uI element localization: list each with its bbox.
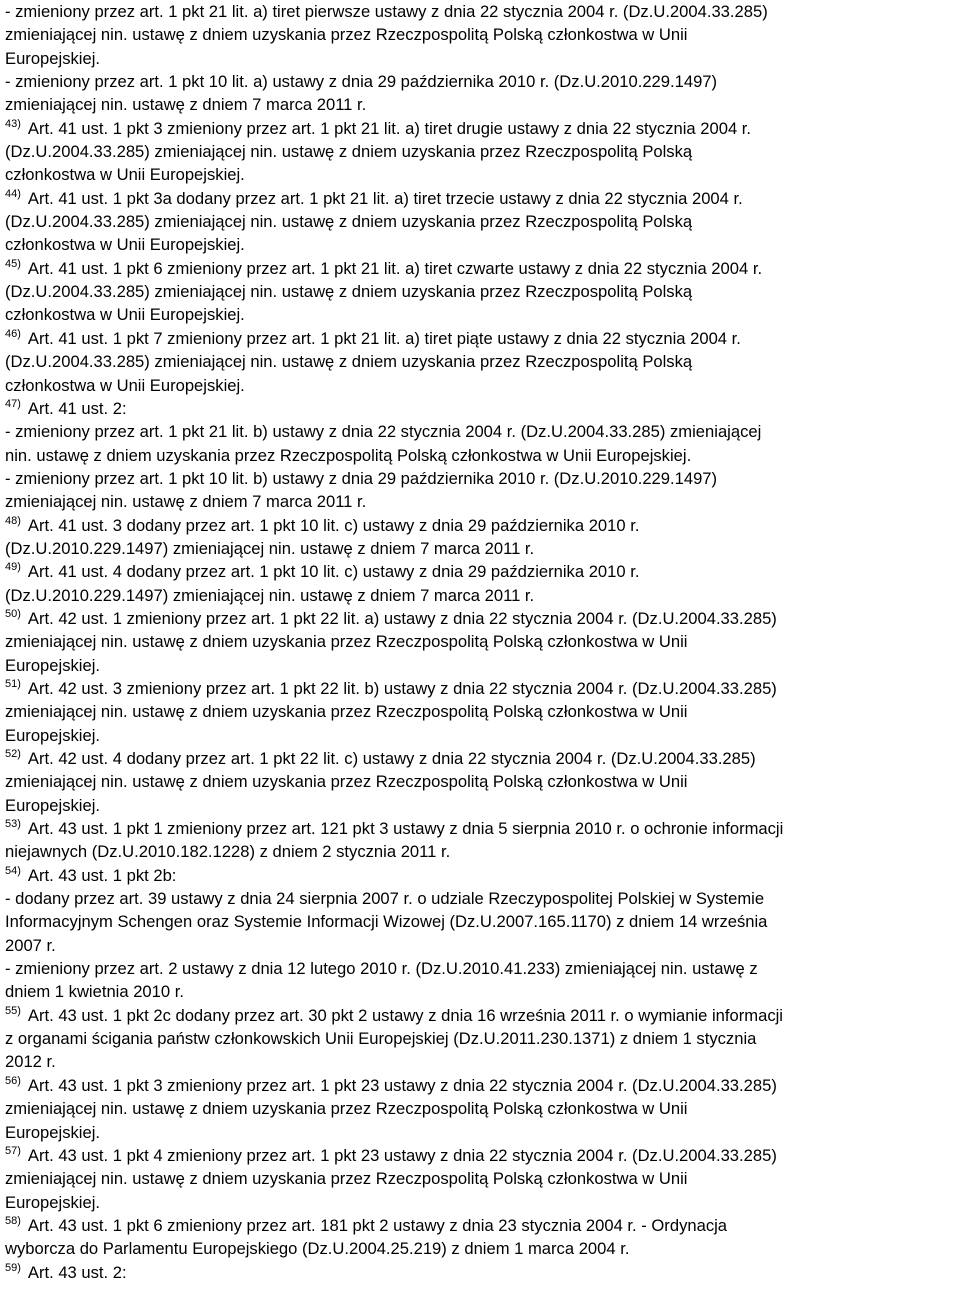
line-text: Europejskiej. — [5, 795, 101, 815]
text-line — [5, 187, 957, 210]
line-text: Europejskiej. — [5, 725, 101, 745]
footnote-number: 45) — [5, 257, 21, 270]
text-line — [5, 1167, 957, 1190]
text-line — [5, 980, 957, 1003]
line-text: Art. 41 ust. 1 pkt 7 zmieniony przez art. 1 pkt 21 lit. a) tiret piąte ustawy z dnia 22 stycznia 2004 r. — [27, 328, 741, 348]
text-line — [5, 607, 957, 630]
text-line — [5, 700, 957, 723]
text-line — [5, 887, 957, 910]
text-line — [5, 1121, 957, 1144]
text-line — [5, 747, 957, 770]
text-line — [5, 70, 957, 93]
text-line — [5, 1027, 957, 1050]
footnote-number: 59) — [5, 1261, 21, 1274]
line-text: Art. 41 ust. 1 pkt 6 zmieniony przez art. 1 pkt 21 lit. a) tiret czwarte ustawy z dnia 22 stycznia 2004 r. — [27, 258, 763, 278]
footnote-number: 50) — [5, 607, 21, 620]
text-line — [5, 350, 957, 373]
text-line — [5, 817, 957, 840]
footnote-number: 49) — [5, 561, 21, 574]
line-text: Art. 43 ust. 1 pkt 2b: — [27, 865, 177, 885]
line-text: zmieniającej nin. ustawę z dniem uzyskania przez Rzeczpospolitą Polską członkostwa w Unii — [5, 772, 688, 792]
footnote-number: 48) — [5, 514, 21, 527]
text-line — [5, 1237, 957, 1260]
line-text: zmieniającej nin. ustawę z dniem uzyskania przez Rzeczpospolitą Polską członkostwa w Unii — [5, 632, 688, 652]
text-line — [5, 1144, 957, 1167]
text-line — [5, 560, 957, 583]
line-text: nin. ustawę z dniem uzyskania przez Rzeczpospolitą Polską członkostwa w Unii Europejskiej. — [5, 445, 692, 465]
line-text: zmieniającej nin. ustawę z dniem 7 marca 2011 r. — [5, 95, 367, 115]
footnote-number: 56) — [5, 1074, 21, 1087]
line-text: członkostwa w Unii Europejskiej. — [5, 165, 245, 185]
line-text: Informacyjnym Schengen oraz Systemie Informacji Wizowej (Dz.U.2007.165.1170) z dniem 14 września — [5, 912, 768, 932]
line-text: 2007 r. — [5, 935, 56, 955]
line-text: z organami ścigania państw członkowskich Unii Europejskiej (Dz.U.2011.230.1371) z dniem 1 stycznia — [5, 1029, 757, 1049]
line-text: Art. 41 ust. 1 pkt 3a dodany przez art. 1 pkt 21 lit. a) tiret trzecie ustawy z dnia 22 stycznia 2004 r. — [27, 188, 743, 208]
line-text: niejawnych (Dz.U.2010.182.1228) z dniem 2 stycznia 2011 r. — [5, 842, 451, 862]
footnote-number: 47) — [5, 397, 21, 410]
text-line — [5, 910, 957, 933]
text-line — [5, 117, 957, 140]
line-text: zmieniającej nin. ustawę z dniem uzyskania przez Rzeczpospolitą Polską członkostwa w Unii — [5, 702, 688, 722]
line-text: Art. 41 ust. 4 dodany przez art. 1 pkt 10 lit. c) ustawy z dnia 29 października 2010 r. — [27, 562, 640, 582]
line-text: członkostwa w Unii Europejskiej. — [5, 375, 245, 395]
text-line — [5, 397, 957, 420]
line-text: Europejskiej. — [5, 48, 101, 68]
text-line — [5, 840, 957, 863]
footnote-number: 46) — [5, 327, 21, 340]
footnote-text-block — [5, 0, 957, 1284]
text-line — [5, 1261, 957, 1284]
line-text: Art. 43 ust. 2: — [27, 1262, 127, 1282]
line-text: zmieniającej nin. ustawę z dniem uzyskania przez Rzeczpospolitą Polską członkostwa w Unii — [5, 1169, 688, 1189]
text-line — [5, 210, 957, 233]
line-text: Art. 43 ust. 1 pkt 1 zmieniony przez art. 121 pkt 3 ustawy z dnia 5 sierpnia 2010 r. o ochronie informacji — [27, 819, 784, 839]
line-text: Art. 43 ust. 1 pkt 2c dodany przez art. 30 pkt 2 ustawy z dnia 16 września 2011 r. o wymianie informacji — [27, 1005, 783, 1025]
footnote-number: 53) — [5, 818, 21, 831]
text-line — [5, 490, 957, 513]
text-line — [5, 1004, 957, 1027]
line-text: - zmieniony przez art. 2 ustawy z dnia 12 lutego 2010 r. (Dz.U.2010.41.233) zmieniającej nin. ustawę z — [5, 959, 758, 979]
line-text: wyborcza do Parlamentu Europejskiego (Dz.U.2004.25.219) z dniem 1 marca 2004 r. — [5, 1239, 630, 1259]
footnote-number: 52) — [5, 748, 21, 760]
footnote-number: 54) — [5, 864, 21, 877]
line-text: - zmieniony przez art. 1 pkt 21 lit. a) tiret pierwsze ustawy z dnia 22 stycznia 2004 r. (Dz.U.2004.33.285) — [5, 2, 768, 21]
line-text: Art. 41 ust. 3 dodany przez art. 1 pkt 10 lit. c) ustawy z dnia 29 października 2010 r. — [27, 515, 640, 535]
text-line — [5, 0, 957, 23]
line-text: Art. 41 ust. 1 pkt 3 zmieniony przez art. 1 pkt 21 lit. a) tiret drugie ustawy z dnia 22 stycznia 2004 r. — [27, 118, 752, 138]
text-line — [5, 1050, 957, 1073]
text-line — [5, 1074, 957, 1097]
line-text: - dodany przez art. 39 ustawy z dnia 24 sierpnia 2007 r. o udziale Rzeczypospolitej Polskiej w Systemie — [5, 889, 765, 909]
text-line — [5, 537, 957, 560]
text-line — [5, 374, 957, 397]
line-text: Art. 42 ust. 1 zmieniony przez art. 1 pkt 22 lit. a) ustawy z dnia 22 stycznia 2004 r. (Dz.U.2004.33.285) — [27, 608, 777, 628]
footnote-number: 57) — [5, 1144, 21, 1157]
text-line — [5, 47, 957, 70]
line-text: (Dz.U.2004.33.285) zmieniającej nin. ustawę z dniem uzyskania przez Rzeczpospolitą Polską — [5, 212, 693, 232]
text-line — [5, 444, 957, 467]
line-text: zmieniającej nin. ustawę z dniem uzyskania przez Rzeczpospolitą Polską członkostwa w Unii — [5, 25, 688, 45]
text-line — [5, 514, 957, 537]
text-line — [5, 677, 957, 700]
line-text: Europejskiej. — [5, 1192, 101, 1212]
text-line — [5, 1191, 957, 1214]
line-text: (Dz.U.2004.33.285) zmieniającej nin. ustawę z dniem uzyskania przez Rzeczpospolitą Polską — [5, 352, 693, 372]
footnote-number: 44) — [5, 187, 21, 200]
text-line — [5, 280, 957, 303]
line-text: Europejskiej. — [5, 1122, 101, 1142]
text-line — [5, 934, 957, 957]
text-line — [5, 864, 957, 887]
text-line — [5, 1097, 957, 1120]
line-text: (Dz.U.2010.229.1497) zmieniającej nin. ustawę z dniem 7 marca 2011 r. — [5, 538, 535, 558]
text-line — [5, 327, 957, 350]
text-line — [5, 23, 957, 46]
line-text: (Dz.U.2004.33.285) zmieniającej nin. ustawę z dniem uzyskania przez Rzeczpospolitą Polską — [5, 142, 693, 162]
footnote-number: 43) — [5, 117, 21, 130]
line-text: zmieniającej nin. ustawę z dniem 7 marca 2011 r. — [5, 492, 367, 512]
line-text: Art. 43 ust. 1 pkt 4 zmieniony przez art. 1 pkt 23 ustawy z dnia 22 stycznia 2004 r. (Dz.U.2004.33.285) — [27, 1145, 777, 1165]
line-text: - zmieniony przez art. 1 pkt 10 lit. b) ustawy z dnia 29 października 2010 r. (Dz.U.2010.229.1497) — [5, 468, 718, 488]
line-text: Art. 42 ust. 4 dodany przez art. 1 pkt 22 lit. c) ustawy z dnia 22 stycznia 2004 r. (Dz.U.2004.33.285) — [27, 749, 756, 768]
line-text: zmieniającej nin. ustawę z dniem uzyskania przez Rzeczpospolitą Polską członkostwa w Unii — [5, 1099, 688, 1119]
text-line — [5, 303, 957, 326]
line-text: 2012 r. — [5, 1052, 56, 1072]
text-line — [5, 93, 957, 116]
text-line — [5, 420, 957, 443]
line-text: Art. 43 ust. 1 pkt 6 zmieniony przez art. 181 pkt 2 ustawy z dnia 23 stycznia 2004 r. - Ordynacja — [27, 1215, 728, 1235]
text-line — [5, 770, 957, 793]
line-text: Art. 42 ust. 3 zmieniony przez art. 1 pkt 22 lit. b) ustawy z dnia 22 stycznia 2004 r. (Dz.U.2004.33.285) — [27, 678, 777, 698]
text-line — [5, 140, 957, 163]
line-text: (Dz.U.2010.229.1497) zmieniającej nin. ustawę z dniem 7 marca 2011 r. — [5, 585, 535, 605]
text-line — [5, 467, 957, 490]
text-line — [5, 1214, 957, 1237]
line-text: dniem 1 kwietnia 2010 r. — [5, 982, 184, 1002]
line-text: (Dz.U.2004.33.285) zmieniającej nin. ustawę z dniem uzyskania przez Rzeczpospolitą Polską — [5, 282, 693, 302]
text-line — [5, 163, 957, 186]
line-text: Art. 43 ust. 1 pkt 3 zmieniony przez art. 1 pkt 23 ustawy z dnia 22 stycznia 2004 r. (Dz.U.2004.33.285) — [27, 1075, 777, 1095]
line-text: Europejskiej. — [5, 655, 101, 675]
line-text: członkostwa w Unii Europejskiej. — [5, 305, 245, 325]
text-line — [5, 233, 957, 256]
footnote-number: 55) — [5, 1004, 21, 1017]
text-line — [5, 794, 957, 817]
footnote-number: 51) — [5, 677, 21, 690]
line-text: członkostwa w Unii Europejskiej. — [5, 235, 245, 255]
text-line — [5, 957, 957, 980]
line-text: - zmieniony przez art. 1 pkt 21 lit. b) ustawy z dnia 22 stycznia 2004 r. (Dz.U.2004.33.285) zmieniającej — [5, 422, 762, 442]
text-line — [5, 654, 957, 677]
text-line — [5, 584, 957, 607]
line-text: - zmieniony przez art. 1 pkt 10 lit. a) ustawy z dnia 29 października 2010 r. (Dz.U.2010.229.1497) — [5, 72, 718, 92]
footnote-number: 58) — [5, 1214, 21, 1227]
text-line — [5, 630, 957, 653]
line-text: Art. 41 ust. 2: — [27, 398, 127, 418]
text-line — [5, 257, 957, 280]
text-line — [5, 724, 957, 747]
